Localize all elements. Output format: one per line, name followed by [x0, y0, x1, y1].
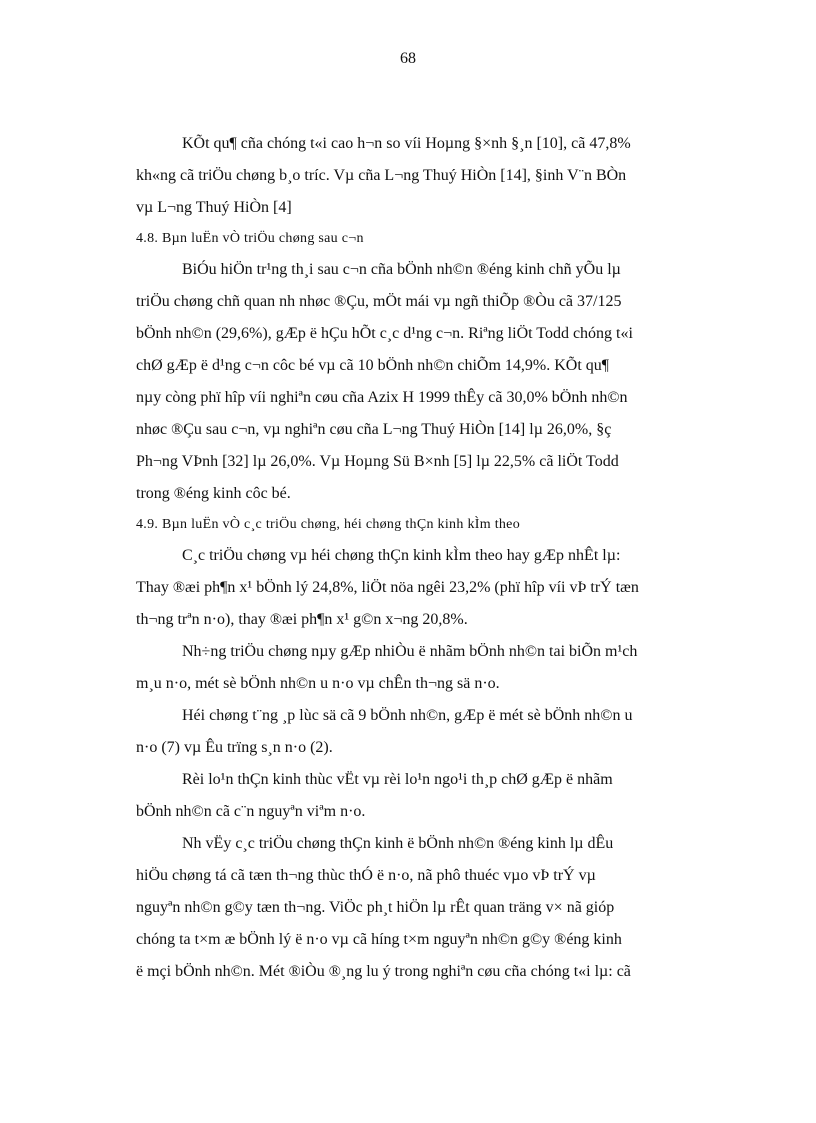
- text-line: triÖu chøng chñ quan nh nhøc ®Çu, mÖt mái vµ ngñ thiÕp ®Òu cã 37/125: [136, 293, 622, 310]
- text-line: nguyªn nh©n g©y tæn th¬ng. ViÖc ph¸t hiÖn lµ rÊt quan träng v× nã gióp: [136, 899, 615, 916]
- paragraph: [136, 540, 739, 636]
- page-number: 68: [400, 50, 416, 67]
- paragraph: [136, 636, 739, 700]
- paragraph: [136, 128, 739, 224]
- text-line: nµy còng phï hîp víi nghiªn cøu cña Azix H 1999 thÊy cã 30,0% bÖnh nh©n: [136, 389, 628, 406]
- text-line: chóng ta t×m æ bÖnh lý ë n·o vµ cã híng t×m nguyªn nh©n g©y ®éng kinh: [136, 931, 622, 948]
- page-body: [136, 128, 739, 988]
- text-line: vµ L¬ng Thuý HiÒn [4]: [136, 199, 292, 216]
- paragraph: [136, 828, 739, 988]
- text-line: hiÖu chøng tá cã tæn th¬ng thùc thÓ ë n·o, nã phô thuéc vµo vÞ trÝ vµ: [136, 867, 596, 884]
- text-line: bÖnh nh©n cã c¨n nguyªn viªm n·o.: [136, 803, 366, 820]
- text-line: m¸u n·o, mét sè bÖnh nh©n u n·o vµ chÊn th¬ng sä n·o.: [136, 675, 500, 692]
- paragraph: [136, 764, 739, 828]
- text-line: nhøc ®Çu sau c¬n, vµ nghiªn cøu cña L¬ng Thuý HiÒn [14] lµ 26,0%, §ç: [136, 421, 612, 438]
- text-line: kh«ng cã triÖu chøng b¸o tríc. Vµ cña L¬ng Thuý HiÒn [14], §inh V¨n BÒn: [136, 167, 627, 184]
- paragraph: [136, 700, 739, 764]
- text-line: Héi chøng t¨ng ¸p lùc sä cã 9 bÖnh nh©n, gÆp ë mét sè bÖnh nh©n u: [182, 707, 633, 724]
- section-heading: 4.8. Bµn luËn vÒ triÖu chøng sau c¬n: [136, 231, 364, 246]
- text-line: KÕt qu¶ cña chóng t«i cao h¬n so víi Hoµng §×nh §¸n [10], cã 47,8%: [182, 135, 631, 152]
- text-line: th¬ng trªn n·o), thay ®æi ph¶n x¹ g©n x¬ng 20,8%.: [136, 611, 468, 628]
- text-line: bÖnh nh©n (29,6%), gÆp ë hÇu hÕt c¸c d¹ng c¬n. Riªng liÖt Todd chóng t«i: [136, 325, 633, 342]
- text-line: ë mçi bÖnh nh©n. Mét ®iÒu ®¸ng lu ý trong nghiªn cøu cña chóng t«i lµ: cã: [136, 963, 631, 980]
- text-line: trong ®éng kinh côc bé.: [136, 485, 291, 502]
- text-line: Rèi lo¹n thÇn kinh thùc vËt vµ rèi lo¹n ngo¹i th¸p chØ gÆp ë nhãm: [182, 771, 613, 788]
- text-line: n·o (7) vµ Êu trïng s¸n n·o (2).: [136, 739, 333, 756]
- text-line: Nh÷ng triÖu chøng nµy gÆp nhiÒu ë nhãm bÖnh nh©n tai biÕn m¹ch: [182, 643, 638, 660]
- text-line: BiÓu hiÖn tr¹ng th¸i sau c¬n cña bÖnh nh©n ®éng kinh chñ yÕu lµ: [182, 261, 621, 278]
- text-line: Thay ®æi ph¶n x¹ bÖnh lý 24,8%, liÖt nöa ngêi 23,2% (phï hîp víi vÞ trÝ tæn: [136, 579, 639, 596]
- text-line: Ph¬ng VÞnh [32] lµ 26,0%. Vµ Hoµng Sü B×nh [5] lµ 22,5% cã liÖt Todd: [136, 453, 619, 470]
- text-line: chØ gÆp ë d¹ng c¬n côc bé vµ cã 10 bÖnh nh©n chiÕm 14,9%. KÕt qu¶: [136, 357, 610, 374]
- text-line: Nh vËy c¸c triÖu chøng thÇn kinh ë bÖnh nh©n ®éng kinh lµ dÊu: [182, 835, 614, 852]
- section-heading: 4.9. Bµn luËn vÒ c¸c triÖu chøng, héi chøng thÇn kinh kÌm theo: [136, 517, 521, 532]
- paragraph: [136, 254, 739, 510]
- text-line: C¸c triÖu chøng vµ héi chøng thÇn kinh kÌm theo hay gÆp nhÊt lµ:: [182, 547, 621, 564]
